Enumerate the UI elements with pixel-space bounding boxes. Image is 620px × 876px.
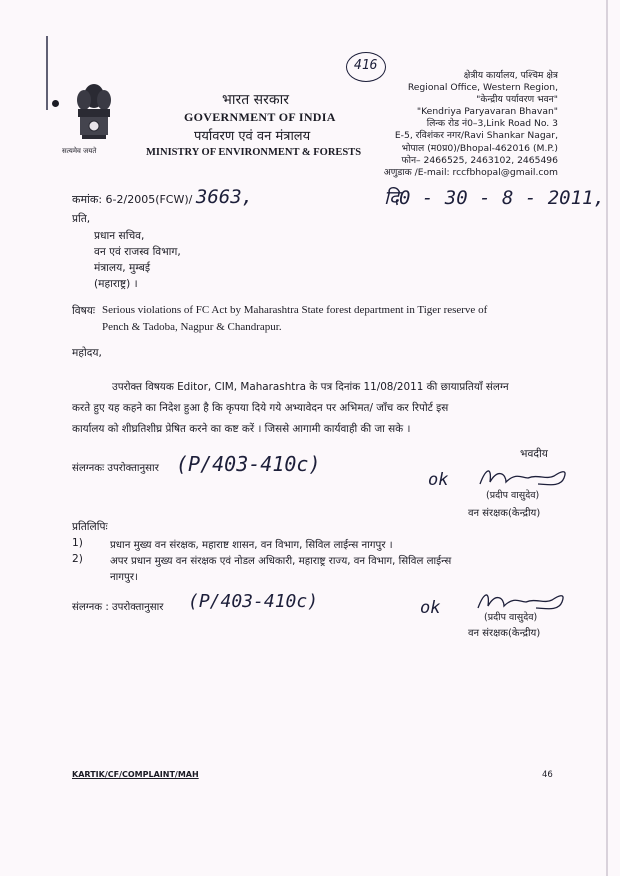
subject-line: Serious violations of FC Act by Maharashtra State forest department in Tiger reserve of xyxy=(102,304,488,316)
national-emblem-icon xyxy=(72,82,116,150)
closing: भवदीय xyxy=(520,448,548,460)
recipient-line: वन एवं राजस्व विभाग, xyxy=(94,246,181,258)
address-line: "Kendriya Paryavaran Bhavan" xyxy=(416,106,558,118)
handwritten-page-range: (P/403-410c) xyxy=(176,452,321,476)
address-line: भोपाल (म0प्र0)/Bhopal-462016 (M.P.) xyxy=(401,142,558,154)
signatory-name: (प्रदीप वासुदेव) xyxy=(484,612,538,623)
recipient-line: प्रधान सचिव, xyxy=(94,230,145,242)
handwritten-letter-number: 3663, xyxy=(195,186,254,208)
address-line: "केन्द्रीय पर्यावरण भवन" xyxy=(476,94,558,106)
copy-item-number: 2) xyxy=(72,553,83,565)
margin-mark xyxy=(44,36,50,112)
enclosure-label: संलग्नक : उपरोक्तानुसार xyxy=(72,602,164,613)
government-english: GOVERNMENT OF INDIA xyxy=(184,110,336,124)
ministry-english: MINISTRY OF ENVIRONMENT & FORESTS xyxy=(146,147,362,158)
copy-item-number: 1) xyxy=(72,537,83,549)
punch-dot xyxy=(52,100,59,107)
emblem-motto: सत्यमेव जयते xyxy=(62,147,97,155)
body-line: कार्यालय को शीघ्रतिशीघ्र प्रेषित करने का कष्ट करें । जिससे आगामी कार्यवाही की जा सके । xyxy=(72,423,411,435)
body-line: उपरोक्त विषयक Editor, CIM, Maharashtra के पत्र दिनांक 11/08/2011 की छायाप्रतियाँ संलग्न xyxy=(112,381,509,393)
office-address xyxy=(358,70,558,179)
address-line: Regional Office, Western Region, xyxy=(407,82,558,94)
address-line: E-5, रविशंकर नगर/Ravi Shankar Nagar, xyxy=(394,130,558,142)
government-hindi: भारत सरकार xyxy=(222,92,289,108)
recipient-line: मंत्रालय, मुम्बई xyxy=(94,262,151,274)
page-number: 46 xyxy=(542,770,553,780)
file-stamp-number: 416 xyxy=(354,58,378,73)
handwritten-date: दि0 - 30 - 8 - 2011, xyxy=(384,187,605,209)
scan-edge xyxy=(606,0,608,876)
ministry-hindi: पर्यावरण एवं वन मंत्रालय xyxy=(194,129,311,144)
footer-file-reference: KARTIK/CF/COMPLAINT/MAH xyxy=(72,770,199,779)
address-line: फोन– 2466525, 2463102, 2465496 xyxy=(401,154,558,166)
recipient-prefix: प्रति, xyxy=(72,213,91,225)
recipient-line: (महाराष्ट्र) । xyxy=(94,278,138,290)
reference-label: कमांक: 6-2/2005(FCW)/ xyxy=(72,193,193,206)
signature-initials: ok xyxy=(420,598,441,618)
copy-item-text: प्रधान मुख्य वन संरक्षक, महाराष्ट शासन, वन विभाग, सिविल लाईन्स नागपुर । xyxy=(110,540,393,551)
signatory-designation: वन संरक्षक(केन्द्रीय) xyxy=(468,628,541,639)
body-line: करते हुए यह कहने का निदेश हुआ है कि कृपया दिये गये अभ्यावेदन पर अभिमत/ जाँच कर रिपोर्ट इस xyxy=(72,402,449,414)
reference-number xyxy=(72,186,253,208)
signatory-designation: वन संरक्षक(केन्द्रीय) xyxy=(468,508,541,519)
signature-initials: ok xyxy=(428,470,449,490)
subject-line: Pench & Tadoba, Nagpur & Chandrapur. xyxy=(102,321,282,333)
copy-item-text: अपर प्रधान मुख्य वन संरक्षक एवं नोडल अधिकारी, महाराष्ट्र राज्य, वन विभाग, सिविल लाईन्स xyxy=(110,556,452,567)
address-line: लिन्क रोड नं0–3,Link Road No. 3 xyxy=(426,118,558,130)
handwritten-page-range: (P/403-410c) xyxy=(188,591,319,612)
subject-label: विषयः xyxy=(72,305,96,317)
copy-to-label: प्रतिलिपिः xyxy=(72,521,108,533)
enclosure-label: संलग्नकः उपरोक्तानुसार xyxy=(72,463,159,474)
copy-item-text-continued: नागपुर। xyxy=(110,572,138,583)
address-line: क्षेत्रीय कार्यालय, पश्चिम क्षेत्र xyxy=(463,70,558,81)
signatory-name: (प्रदीप वासुदेव) xyxy=(486,490,540,501)
salutation: महोदय, xyxy=(72,347,102,359)
address-line: अणुडाक /E-mail: rccfbhopal@gmail.com xyxy=(383,166,558,178)
